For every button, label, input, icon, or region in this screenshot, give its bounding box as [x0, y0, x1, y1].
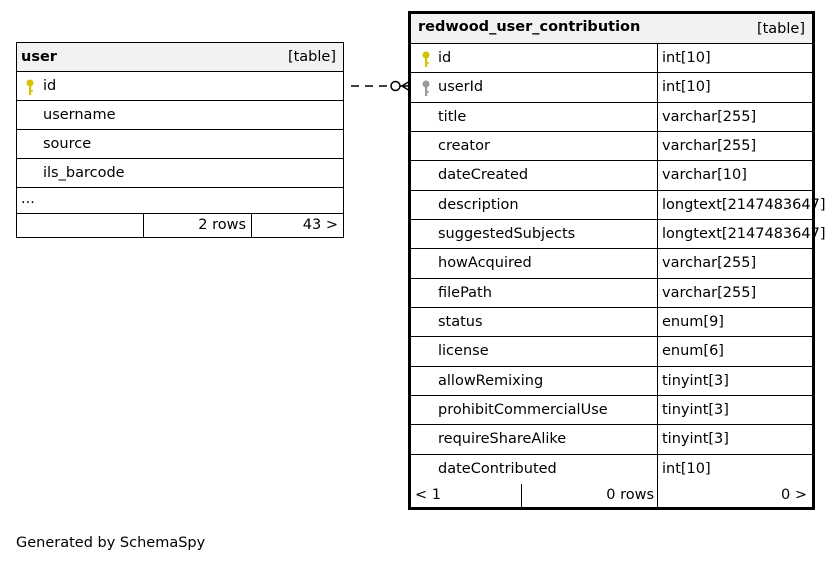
column-row [411, 279, 812, 308]
column-row [411, 396, 812, 425]
column-row [411, 337, 812, 366]
column-row [411, 367, 812, 396]
column-name: ils_barcode [43, 165, 125, 181]
column-name: howAcquired [438, 255, 532, 272]
column-type: int[10] [662, 50, 711, 66]
column-name: dateContributed [438, 460, 557, 477]
rows-count: 2 rows [198, 217, 246, 233]
table-header [411, 14, 812, 44]
column-type: longtext[2147483647] [662, 225, 826, 242]
column-type: varchar[255] [662, 255, 757, 272]
column-name: license [438, 343, 489, 360]
column-name: prohibitCommercialUse [438, 401, 608, 418]
column-row [411, 73, 812, 102]
column-row [411, 161, 812, 190]
column-type: varchar[10] [662, 167, 747, 184]
rows-count: 0 rows [606, 487, 654, 503]
column-row [411, 44, 812, 73]
table-title: user [21, 49, 57, 65]
column-name: source [43, 136, 92, 152]
column-name: id [43, 78, 57, 94]
column-row [411, 308, 812, 337]
column-name: filePath [438, 284, 492, 301]
column-type: enum[6] [662, 343, 724, 360]
column-row [411, 220, 826, 249]
column-name: userId [438, 79, 484, 96]
column-type: longtext[2147483647] [662, 196, 826, 213]
table-kind: [table] [756, 21, 805, 37]
column-type: tinyint[3] [662, 372, 729, 389]
column-name: suggestedSubjects [438, 225, 576, 242]
column-name: description [438, 196, 519, 213]
column-row [411, 191, 826, 220]
parents-count: < 1 [415, 487, 441, 503]
column-row [411, 132, 812, 161]
table-title: redwood_user_contribution [418, 19, 641, 35]
column-name: dateCreated [438, 167, 529, 184]
column-type: tinyint[3] [662, 431, 729, 448]
column-name: title [438, 108, 467, 125]
table-kind: [table] [287, 49, 336, 65]
redwood-user-contribution-table [408, 11, 826, 510]
column-type: varchar[255] [662, 137, 757, 154]
children-count: 0 > [781, 487, 807, 503]
column-name: username [43, 107, 116, 123]
column-name: id [438, 50, 452, 66]
column-name: requireShareAlike [438, 431, 567, 448]
column-name: status [438, 313, 483, 330]
generated-by-label: Generated by SchemaSpy [16, 535, 206, 551]
more-columns: ... [21, 191, 35, 207]
key-icon [421, 50, 431, 68]
column-type: varchar[255] [662, 284, 757, 301]
column-row [411, 103, 812, 132]
column-row [411, 455, 812, 484]
children-count: 43 > [302, 217, 338, 233]
key-icon [421, 79, 431, 97]
column-type: enum[9] [662, 313, 724, 330]
column-name: creator [438, 137, 490, 154]
column-type: varchar[255] [662, 108, 757, 125]
column-name: allowRemixing [438, 372, 544, 389]
column-type: tinyint[3] [662, 401, 729, 418]
table-footer [411, 484, 812, 507]
column-type: int[10] [662, 79, 711, 96]
column-type: int[10] [662, 460, 711, 477]
column-row [411, 425, 812, 454]
column-row [411, 249, 812, 278]
